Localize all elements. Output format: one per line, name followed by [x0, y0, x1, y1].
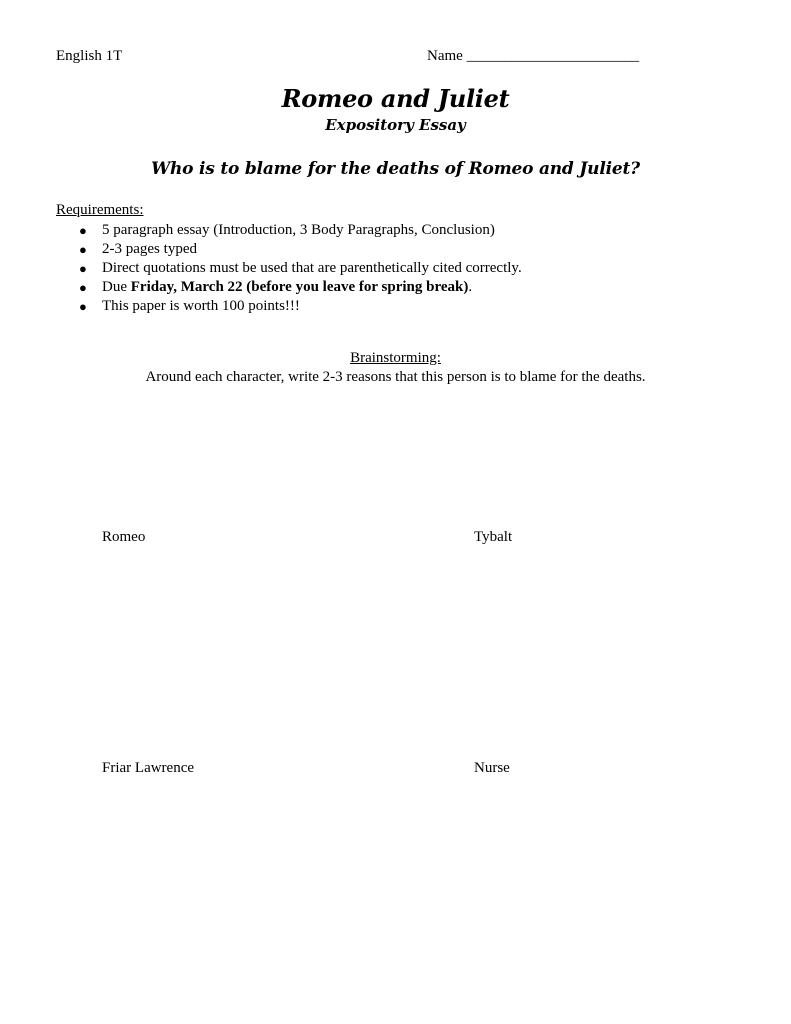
bullet-icon: ● — [79, 280, 87, 295]
name-field-label: Name _______________________ — [427, 48, 640, 64]
bullet-icon: ● — [79, 261, 87, 276]
requirement-text-prefix: Due — [102, 279, 131, 295]
requirements-heading: Requirements: — [56, 202, 144, 218]
requirement-text: Direct quotations must be used that are parenthetically cited correctly. — [102, 260, 522, 276]
requirement-item — [76, 297, 522, 316]
document-subtitle: Expository Essay — [325, 116, 466, 134]
requirement-item — [76, 221, 522, 240]
bullet-icon: ● — [79, 223, 87, 238]
bullet-icon: ● — [79, 299, 87, 314]
requirement-text-suffix: . — [468, 279, 473, 295]
brainstorming-instructions: Around each character, write 2-3 reasons that this person is to blame for the deaths. — [145, 369, 646, 385]
requirement-text: 2-3 pages typed — [102, 241, 197, 257]
requirement-item — [76, 278, 522, 297]
character-nurse: Nurse — [474, 760, 510, 776]
essay-question: Who is to blame for the deaths of Romeo and Juliet? — [151, 159, 640, 179]
requirement-text: 5 paragraph essay (Introduction, 3 Body Paragraphs, Conclusion) — [102, 222, 495, 238]
brainstorming-heading: Brainstorming: — [350, 350, 441, 366]
requirement-item — [76, 259, 522, 278]
due-date: Friday, March 22 (before you leave for spring break) — [130, 279, 469, 295]
course-label: English 1T — [56, 48, 123, 64]
character-tybalt: Tybalt — [474, 529, 513, 545]
requirements-list — [76, 221, 522, 316]
requirement-item — [76, 240, 522, 259]
bullet-icon: ● — [79, 242, 87, 257]
document-title: Romeo and Juliet — [281, 84, 510, 113]
character-friar-lawrence: Friar Lawrence — [102, 760, 195, 776]
character-romeo: Romeo — [102, 529, 146, 545]
requirement-text: This paper is worth 100 points!!! — [102, 298, 300, 314]
